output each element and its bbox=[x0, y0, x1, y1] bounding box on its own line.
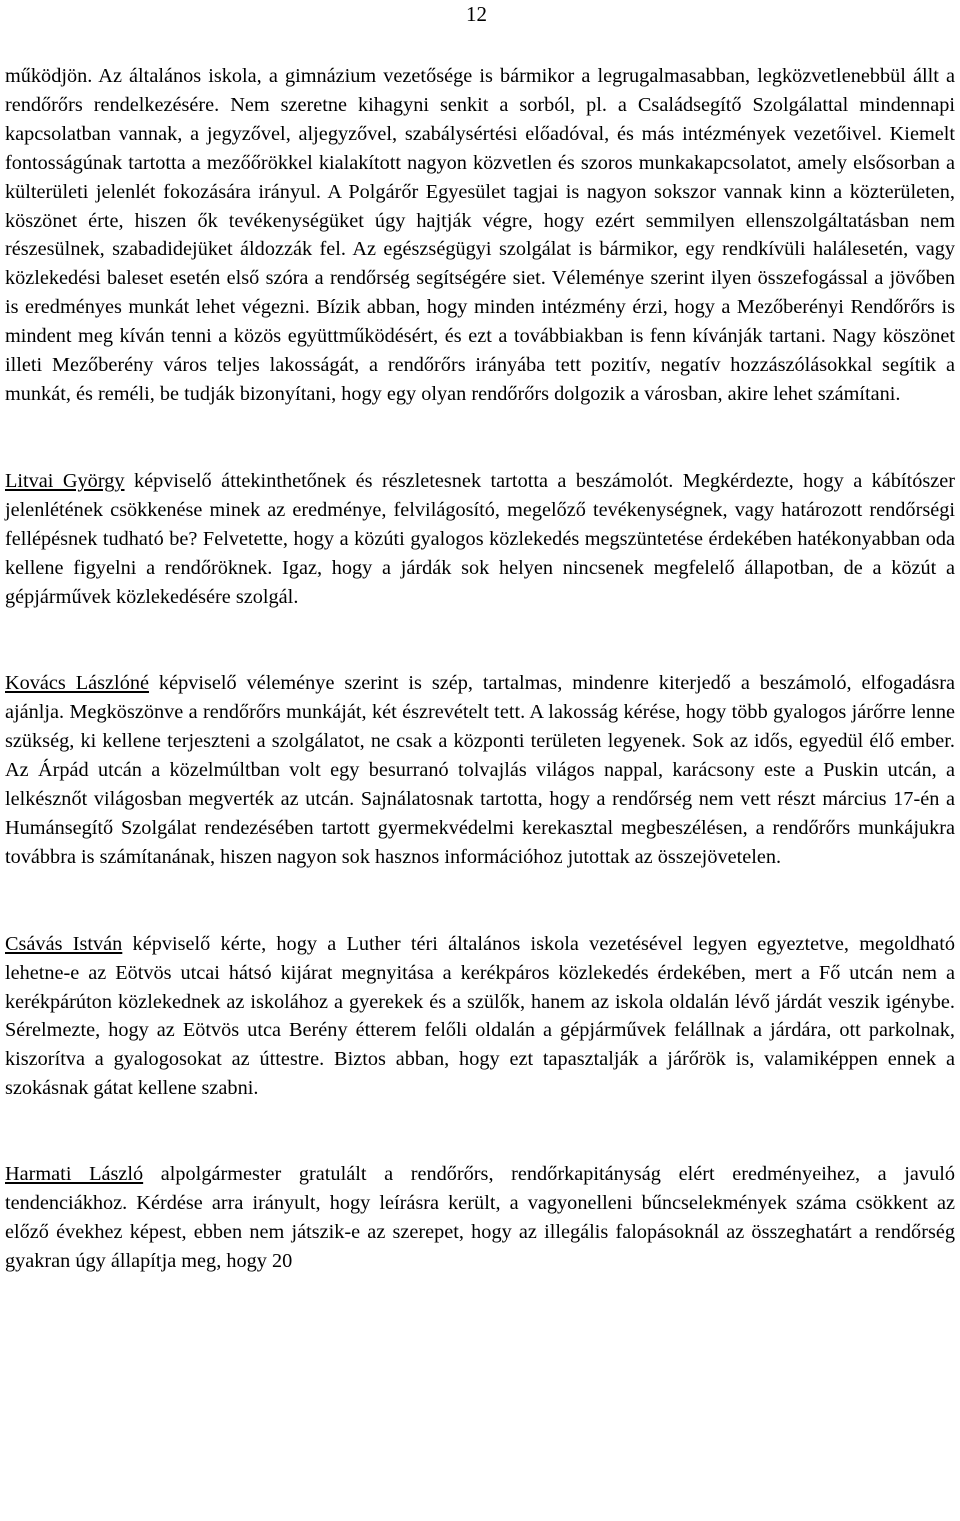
paragraph-spacer bbox=[5, 1103, 955, 1160]
paragraph-text: képviselő áttekinthetőnek és részletesnek tartotta a beszámolót. Megkérdezte, hogy a kábítószer jelenlétének csökkenése minek az eredménye, felvilágosító, megelőző tevékenységnek, vagy határozott rendőrségi fellépésnek tudható be? Felvetette, hogy a közúti gyalogos közlekedés megszüntetése érdekében hatékonyabban oda kellene figyelni a rendőröknek. Igaz, hogy a járdák sok helyen nincsenek megfelelő állapotban, de a közút a gépjárművek közlekedésére szolgál. bbox=[5, 469, 955, 608]
speaker-name: Kovács Lászlóné bbox=[5, 672, 149, 695]
speaker-name: Csávás István bbox=[5, 932, 123, 955]
paragraph-continuation bbox=[5, 62, 955, 409]
paragraph-text: képviselő véleménye szerint is szép, tartalmas, mindenre kiterjedő a beszámoló, elfogadásra ajánlja. Megköszönve a rendőrőrs munkáját, két észrevételt tett. A lakosság kérése, hogy több gyalogos járőrre lenne szükség, ki kellene terjeszteni a szolgálatot, ne csak a központi területen legyenek. Sok az idős, egyedül élő ember. Az Árpád utcán a közelmúltban volt egy besurranó tolvajlás világos nappal, karácsony este a Puskin utcán, a lelkésznőt világosban megverték az utcán. Sajnálatosnak tartotta, hogy a rendőrség nem vett részt március 17-én a Humánsegítő Szolgálat rendezésében tartott gyermekvédelmi kerekasztal megbeszélésen, a rendőrőrs munkájukra továbbra is számítanának, hiszen nagyon sok hasznos információhoz jutottak az összejövetelen. bbox=[5, 672, 955, 868]
page-number: 12 bbox=[466, 2, 487, 26]
paragraph-text: képviselő kérte, hogy a Luther téri általános iskola vezetésével legyen egyeztetve, megoldható lehetne-e az Eötvös utcai hátsó kijárat megnyitása a kerékpáros közlekedés érdekében, mert a Fő utcán nem a kerékpárúton közlekednek az iskolához a gyerekek és a szülők, hanem az iskola oldalán lévő járdát veszik igénybe. Sérelmezte, hogy az Eötvös utca Berény étterem felőli oldalán a gépjárművek felállnak a járdára, ott parkolnak, kiszorítva a gyalogosokat az úttestre. Biztos abban, hogy ezt tapasztalják a járőrök is, valamiképpen ennek a szokásnak gátat kellene szabni. bbox=[5, 932, 956, 1100]
paragraph-spacer bbox=[5, 872, 955, 930]
paragraph-spacer bbox=[5, 409, 955, 467]
paragraph-kovacs bbox=[5, 669, 955, 871]
paragraph-text: alpolgármester gratulált a rendőrőrs, rendőrkapitányság elért eredményeihez, a javuló tendenciákhoz. Kérdése arra irányult, hogy leírásra került, a vagyonelleni bűncselekmények száma csökkent az előző évekhez képest, ebben nem játszik-e az szerepet, hogy az illegális falopásoknál az összeghatárt a rendőrség gyakran úgy állapítja meg, hogy 20 bbox=[5, 1163, 955, 1272]
paragraph-text: működjön. Az általános iskola, a gimnázium vezetősége is bármikor a legrugalmasabban, legközvetlenebbül állt a rendőrőrs rendelkezésére. Nem szeretne kihagyni senkit a sorból, pl. a Családsegítő Szolgálattal mindennapi kapcsolatban vannak, a jegyzővel, aljegyzővel, szabálysértési előadóval, és más intézmények vezetőivel. Kiemelt fontosságúnak tartotta a mezőőrökkel kialakított nagyon közvetlen és szoros munkakapcsolatot, amely elsősorban a külterületi jelenlét fokozására irányul. A Polgárőr Egyesület tagjai is nagyon sokszor vannak kinn a közterületen, köszönet érte, hiszen ők tevékenységüket úgy hajtják végre, hogy ezért semmilyen ellenszolgáltatásban nem részesülnek, szabadidejüket áldozzák fel. Az egészségügyi szolgálat is bármikor, egy rendkívüli halálesetén, vagy közlekedési baleset esetén első szóra a rendőrség segítségére siet. Véleménye szerint ilyen összefogással a jövőben is eredményes munkát lehet végezni. Bízik abban, hogy minden intézmény érzi, hogy a Mezőberényi Rendőrőrs is mindent meg kíván tenni a közös együttműködésért, és ezt a továbbiakban is fenn kívánják tartani. Nagy köszönet illeti Mezőberény város teljes lakosságát, a rendőrőrs irányába tett pozitív, negatív hozzászólásokkal segítik a munkát, és reméli, be tudják bizonyítani, hogy egy olyan rendőrőrs dolgozik a városban, akire lehet számítani. bbox=[5, 65, 955, 405]
paragraph-litvai bbox=[5, 467, 955, 612]
paragraph-csavas bbox=[5, 930, 955, 1103]
document-body bbox=[5, 62, 955, 1276]
paragraph-harmati bbox=[5, 1160, 955, 1276]
speaker-name: Harmati László bbox=[5, 1163, 144, 1186]
speaker-name: Litvai György bbox=[5, 469, 125, 492]
paragraph-spacer bbox=[5, 611, 955, 669]
